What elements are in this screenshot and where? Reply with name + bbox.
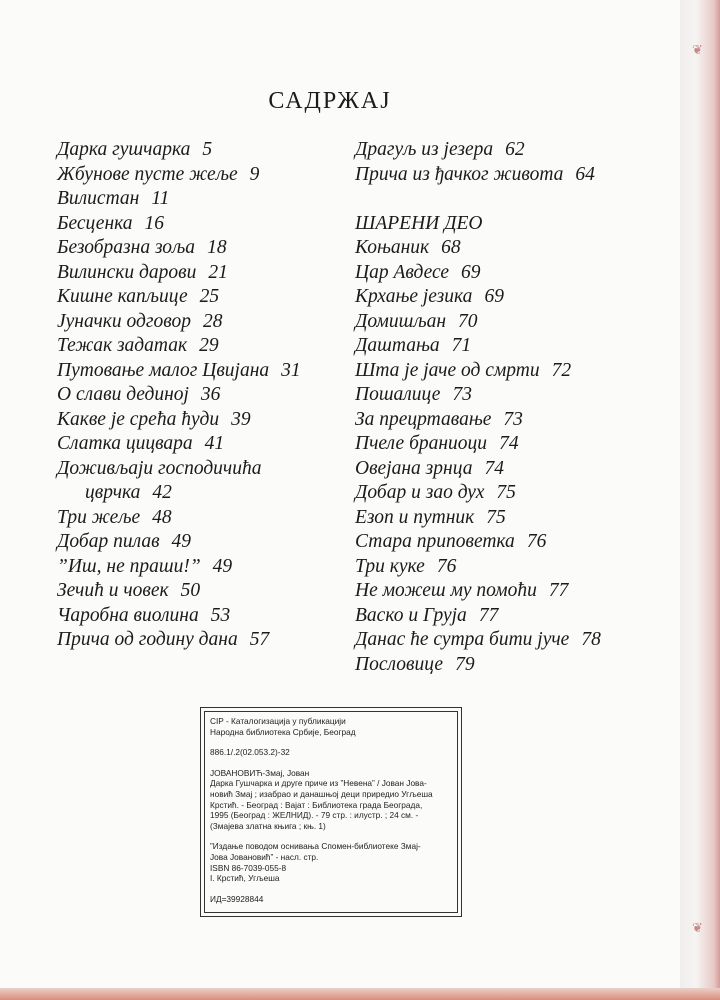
toc-entry-title: Добар и зао дух — [355, 482, 485, 503]
toc-entry-title: Даштања — [355, 335, 440, 356]
toc-entry-page: 49 — [212, 555, 233, 577]
corner-ornament-icon: ❦ — [692, 42, 703, 57]
cip-line: CIP - Каталогизација у публикацији — [210, 716, 346, 726]
cip-line: ”Издање поводом оснивања Спомен-библиотеке Змај- — [210, 841, 421, 852]
toc-entry — [355, 138, 601, 163]
toc-entry — [57, 555, 301, 580]
toc-entry — [355, 604, 601, 629]
toc-entry-page: 48 — [152, 506, 172, 528]
cip-editor: I. Крстић, Угљеша — [210, 873, 280, 884]
toc-entry — [57, 432, 301, 457]
cip-udc: 886.1/.2(02.053.2)-32 — [210, 747, 290, 758]
toc-entry-page: 62 — [505, 139, 525, 160]
toc-entry-title: Слатка цицвара — [57, 433, 193, 454]
toc-entry-title: Васко и Груја — [355, 604, 467, 626]
toc-entry — [57, 236, 301, 261]
toc-entry-page: 18 — [207, 237, 227, 258]
toc-entry-title: Стара приповетка — [355, 531, 515, 552]
toc-entry-page: 31 — [281, 359, 301, 381]
toc-entry-page: 71 — [451, 335, 472, 356]
toc-entry — [355, 261, 601, 286]
toc-entry-title: Пословице — [355, 653, 444, 675]
toc-entry-page: 74 — [484, 457, 504, 479]
toc-entry-page: 25 — [199, 286, 220, 307]
cip-record-box — [200, 707, 462, 917]
toc-entry-title: Пчеле браниоци — [355, 433, 488, 454]
toc-entry-title: Данас ће сутра бити јуче — [355, 629, 570, 650]
toc-entry — [57, 359, 301, 384]
toc-entry-title: Бесценка — [57, 212, 133, 234]
toc-entry — [355, 432, 601, 457]
toc-entry-page: 76 — [436, 555, 457, 577]
cip-line: Јова Јовановић” - насл. стр. — [210, 851, 319, 862]
toc-entry — [57, 628, 301, 653]
bottom-edge — [0, 988, 720, 1000]
toc-entry-title: Чаробна виолина — [57, 604, 199, 626]
toc-entry — [57, 187, 301, 212]
cip-line: Дарка Гушчарка и друге приче из ”Невена” / Јован Јова- — [210, 778, 427, 789]
cip-isbn: ISBN 86-7039-055-8 — [210, 862, 287, 873]
toc-entry-page: 73 — [503, 408, 523, 430]
cip-author: ЈОВАНОВИЋ-Змај, Јован — [210, 767, 310, 778]
toc-entry-title: Езоп и путник — [355, 506, 475, 528]
toc-entry-page: 16 — [144, 212, 165, 234]
toc-entry-title: Какве је срећа ћуди — [57, 408, 220, 430]
toc-entry-title: цврчка — [85, 482, 141, 503]
toc-entry — [57, 285, 301, 310]
toc-entry-page: 5 — [202, 139, 213, 160]
toc-entry — [57, 604, 301, 629]
toc-entry-title: Прича из ђачког живота — [355, 163, 564, 185]
cip-line: Народна библиотека Србије, Београд — [210, 726, 356, 737]
toc-entry-title: Коњаник — [355, 237, 430, 258]
page-edge — [680, 0, 720, 1000]
toc-entry-title: Вилистан — [57, 188, 140, 209]
cip-line: 1995 (Београд : ЖЕЛНИД). - 79 стр. : илустр. ; 24 см. - — [210, 810, 419, 821]
toc-entry — [355, 506, 601, 531]
toc-entry — [57, 457, 301, 482]
toc-entry-title: Жбунове пусте жеље — [57, 163, 238, 185]
toc-entry-page: 73 — [452, 384, 472, 405]
toc-entry — [57, 530, 301, 555]
toc-right-top — [355, 138, 601, 187]
toc-entry-page: 42 — [152, 482, 172, 503]
toc-entry — [57, 481, 301, 506]
toc-entry — [57, 310, 301, 335]
toc-entry — [57, 334, 301, 359]
toc-entry-title: Доживљаји господичића — [57, 457, 262, 479]
toc-entry — [57, 261, 301, 286]
toc-entry-page: 77 — [548, 580, 569, 601]
toc-left-column — [57, 138, 301, 653]
toc-entry-page: 41 — [204, 433, 225, 454]
cip-id: ИД=39928844 — [210, 893, 264, 904]
toc-entry — [355, 579, 601, 604]
toc-entry — [355, 457, 601, 482]
cip-line: Крстић. - Београд : Вајат : Библиотека града Београда, — [210, 799, 423, 810]
toc-entry-title: Цар Авдесе — [355, 261, 450, 283]
toc-entry — [355, 530, 601, 555]
toc-entry-title: Пошалице — [355, 384, 441, 405]
toc-entry-title: Безобразна зоља — [57, 237, 196, 258]
toc-right-column — [355, 138, 601, 677]
toc-entry — [57, 138, 301, 163]
toc-entry-title: Три жеље — [57, 506, 141, 528]
toc-entry-page: 70 — [458, 310, 478, 332]
toc-entry-page: 9 — [249, 163, 260, 185]
toc-entry-page: 53 — [210, 604, 231, 626]
toc-entry-page: 72 — [551, 359, 572, 381]
toc-entry — [355, 408, 601, 433]
toc-entry — [355, 555, 601, 580]
toc-entry — [355, 359, 601, 384]
toc-entry-page: 29 — [199, 335, 219, 356]
toc-entry-page: 39 — [231, 408, 251, 430]
toc-entry — [57, 408, 301, 433]
cip-line: (Змајева златна књига ; књ. 1) — [210, 820, 326, 831]
toc-entry-page: 64 — [575, 163, 595, 185]
toc-entry-title: Овејана зрнца — [355, 457, 473, 479]
toc-entry-title: Путовање малог Цвијана — [57, 359, 270, 381]
toc-entry-title: Шта је јаче од смрти — [355, 359, 540, 381]
toc-entry — [355, 383, 601, 408]
toc-entry-page: 74 — [499, 433, 519, 454]
toc-entry — [355, 285, 601, 310]
toc-entry-title: Јуначки одговор — [57, 310, 191, 332]
toc-entry-title: Три куке — [355, 555, 425, 577]
toc-entry-page: 69 — [484, 286, 504, 307]
toc-entry-title: Прича од годину дана — [57, 629, 238, 650]
toc-entry — [57, 579, 301, 604]
cip-text — [210, 716, 458, 904]
toc-entry-page: 50 — [180, 580, 201, 601]
page-title: САДРЖАЈ — [268, 88, 392, 115]
toc-entry-page: 68 — [441, 237, 461, 258]
toc-entry-title: Драгуљ из језера — [355, 139, 494, 160]
cip-line: новић Змај ; изабрао и данашњој деци приредио Угљеша — [210, 788, 433, 799]
toc-entry-title: О слави дединој — [57, 384, 189, 405]
corner-ornament-icon: ❦ — [692, 920, 703, 935]
toc-entry-page: 75 — [496, 482, 516, 503]
toc-entry — [355, 653, 601, 678]
toc-entry-title: Тежак задатак — [57, 335, 188, 356]
toc-entry — [355, 334, 601, 359]
toc-entry-page: 36 — [200, 384, 221, 405]
toc-right-section — [355, 236, 601, 677]
toc-entry — [355, 163, 601, 188]
toc-entry — [355, 236, 601, 261]
toc-entry-page: 75 — [486, 506, 506, 528]
toc-entry-page: 28 — [202, 310, 223, 332]
toc-entry-title: ”Иш, не праши!” — [57, 555, 201, 577]
toc-entry-title: Крхање језика — [355, 286, 473, 307]
toc-entry-title: Дарка гушчарка — [57, 139, 191, 160]
toc-entry-title: Зечић и човек — [57, 580, 169, 601]
toc-entry-page: 77 — [478, 604, 499, 626]
toc-entry — [57, 383, 301, 408]
toc-entry-title: Добар пилав — [57, 531, 160, 552]
toc-entry-title: Домишљан — [355, 310, 446, 332]
toc-entry-page: 76 — [526, 531, 547, 552]
toc-entry-title: Вилински дарови — [57, 261, 197, 283]
toc-entry — [355, 310, 601, 335]
toc-entry-page: 49 — [171, 531, 192, 552]
toc-entry — [355, 628, 601, 653]
toc-entry — [57, 506, 301, 531]
toc-entry-title: Кишне капљице — [57, 286, 188, 307]
toc-entry-page: 69 — [461, 261, 481, 283]
toc-entry — [57, 163, 301, 188]
section-heading: ШАРЕНИ ДЕО — [355, 212, 483, 234]
toc-entry-page: 11 — [151, 188, 170, 209]
toc-entry-title: Не можеш му помоћи — [355, 580, 537, 601]
toc-entry — [355, 481, 601, 506]
toc-entry — [57, 212, 301, 237]
toc-entry-page: 57 — [249, 629, 270, 650]
toc-entry-title: За прецртавање — [355, 408, 492, 430]
toc-entry-page: 79 — [455, 653, 475, 675]
toc-entry-page: 21 — [208, 261, 228, 283]
toc-entry-page: 78 — [581, 629, 601, 650]
